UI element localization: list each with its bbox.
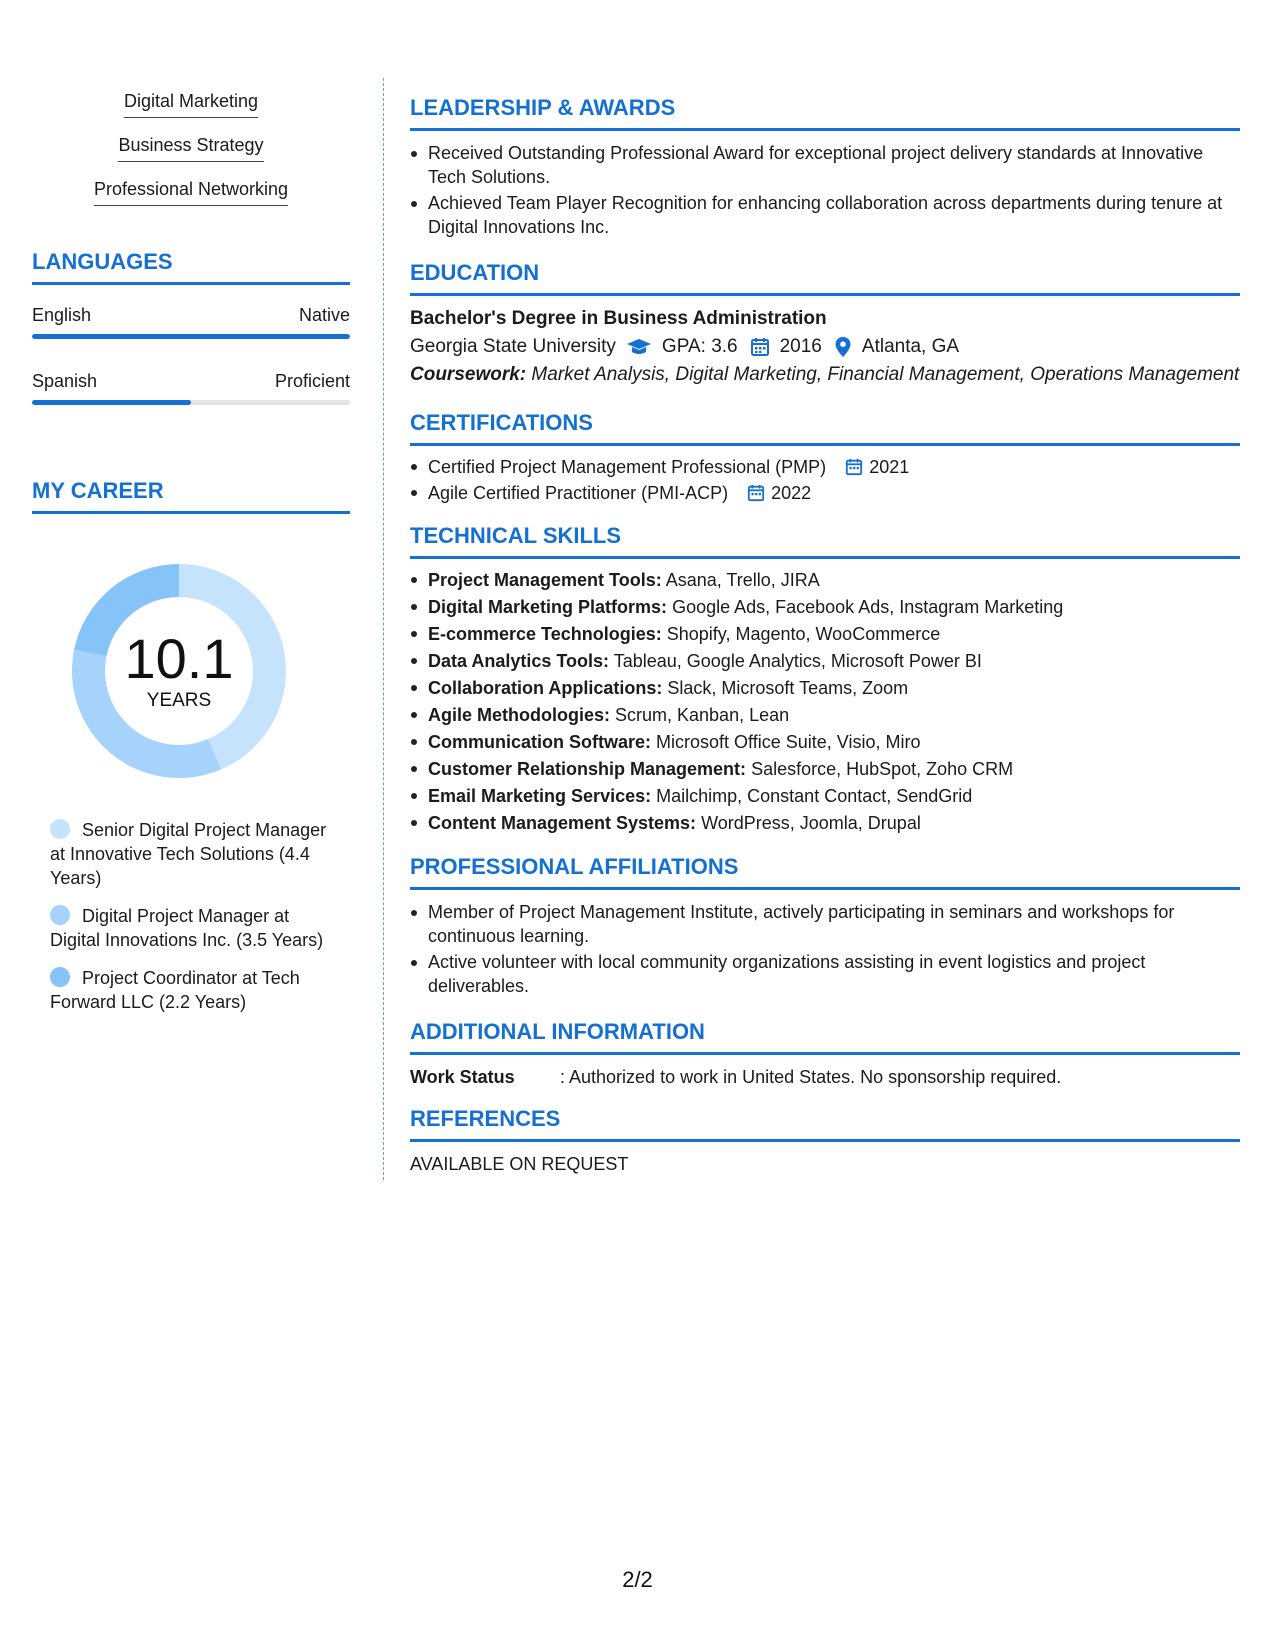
education-school: Georgia State University bbox=[410, 336, 616, 357]
career-legend bbox=[50, 818, 340, 1014]
skill-values: Shopify, Magento, WooCommerce bbox=[666, 624, 941, 644]
list-item bbox=[428, 594, 1240, 621]
languages-section bbox=[32, 248, 350, 405]
education-gpa: GPA: 3.6 bbox=[661, 336, 738, 357]
skill-category: E-commerce Technologies: bbox=[428, 624, 662, 644]
language-bar bbox=[32, 334, 350, 339]
work-status-value: : Authorized to work in United States. No sponsorship required. bbox=[560, 1067, 1062, 1087]
skill-tag: Business Strategy bbox=[118, 132, 263, 162]
references-text: AVAILABLE ON REQUEST bbox=[410, 1154, 629, 1174]
languages-heading: LANGUAGES bbox=[32, 248, 350, 285]
certifications-heading: CERTIFICATIONS bbox=[410, 409, 1240, 446]
language-item bbox=[32, 303, 350, 339]
list-item: Active volunteer with local community organizations assisting in event logistics and project deliverables. bbox=[428, 950, 1240, 998]
skill-tag: Digital Marketing bbox=[124, 88, 258, 118]
skill-values: Mailchimp, Constant Contact, SendGrid bbox=[656, 786, 973, 806]
career-legend-item bbox=[50, 966, 340, 1014]
affiliations-heading: PROFESSIONAL AFFILIATIONS bbox=[410, 853, 1240, 890]
language-bar bbox=[32, 400, 350, 405]
education-heading: EDUCATION bbox=[410, 259, 1240, 296]
list-item bbox=[428, 783, 1240, 810]
work-status-key: Work Status bbox=[410, 1067, 515, 1087]
education-section bbox=[410, 259, 1240, 387]
language-bar-fill bbox=[32, 334, 350, 339]
additional-info-section bbox=[410, 1018, 1240, 1089]
career-donut-chart bbox=[64, 556, 294, 786]
skill-values: Scrum, Kanban, Lean bbox=[615, 705, 790, 725]
legend-dot-icon bbox=[50, 967, 70, 987]
skill-values: Tableau, Google Analytics, Microsoft Power BI bbox=[613, 651, 982, 671]
page-number: 2/2 bbox=[622, 1567, 653, 1592]
language-item bbox=[32, 369, 350, 405]
language-name: Spanish bbox=[32, 371, 98, 391]
skill-tags bbox=[32, 88, 350, 206]
skill-values: Microsoft Office Suite, Visio, Miro bbox=[656, 732, 921, 752]
skill-category: Content Management Systems: bbox=[428, 813, 697, 833]
list-item: Received Outstanding Professional Award for exceptional project delivery standards at Innovative Tech Solutions. bbox=[428, 141, 1240, 189]
column-divider bbox=[383, 78, 384, 1180]
skill-category: Data Analytics Tools: bbox=[428, 651, 610, 671]
skill-category: Email Marketing Services: bbox=[428, 786, 652, 806]
certification-year: 2021 bbox=[869, 457, 910, 477]
leadership-heading: LEADERSHIP & AWARDS bbox=[410, 94, 1240, 131]
calendar-icon bbox=[750, 337, 770, 357]
calendar-icon bbox=[747, 484, 765, 502]
career-heading: MY CAREER bbox=[32, 477, 350, 514]
career-position-label: Senior Digital Project Manager at Innovative Tech Solutions (4.4 Years) bbox=[50, 820, 327, 888]
graduation-cap-icon bbox=[626, 337, 652, 357]
work-status-row bbox=[410, 1065, 1240, 1089]
certification-name: Agile Certified Practitioner (PMI-ACP) bbox=[428, 483, 729, 503]
legend-dot-icon bbox=[50, 819, 70, 839]
technical-skills-heading: TECHNICAL SKILLS bbox=[410, 522, 1240, 559]
skill-category: Collaboration Applications: bbox=[428, 678, 663, 698]
career-legend-item bbox=[50, 818, 340, 890]
calendar-icon bbox=[845, 458, 863, 476]
career-total-years: 10.1 bbox=[124, 627, 234, 690]
list-item bbox=[428, 480, 1240, 506]
certification-name: Certified Project Management Professional (PMP) bbox=[428, 457, 827, 477]
skill-values: Asana, Trello, JIRA bbox=[665, 570, 820, 590]
career-years-unit: YEARS bbox=[146, 690, 212, 711]
additional-info-heading: ADDITIONAL INFORMATION bbox=[410, 1018, 1240, 1055]
education-location: Atlanta, GA bbox=[861, 336, 960, 357]
coursework-label: Coursework: bbox=[410, 364, 527, 385]
location-pin-icon bbox=[834, 336, 852, 358]
language-name: English bbox=[32, 305, 92, 325]
technical-skills-section bbox=[410, 522, 1240, 837]
list-item bbox=[428, 810, 1240, 837]
skill-values: Slack, Microsoft Teams, Zoom bbox=[667, 678, 909, 698]
skill-values: Google Ads, Facebook Ads, Instagram Marketing bbox=[672, 597, 1064, 617]
skill-values: WordPress, Joomla, Drupal bbox=[701, 813, 921, 833]
left-column bbox=[32, 78, 350, 1028]
list-item bbox=[428, 567, 1240, 594]
education-year: 2016 bbox=[779, 336, 822, 357]
legend-dot-icon bbox=[50, 905, 70, 925]
references-heading: REFERENCES bbox=[410, 1105, 1240, 1142]
list-item: Achieved Team Player Recognition for enhancing collaboration across departments during tenure at Digital Innovations Inc. bbox=[428, 191, 1240, 239]
leadership-section bbox=[410, 94, 1240, 239]
skill-category: Project Management Tools: bbox=[428, 570, 662, 590]
coursework-list: Market Analysis, Digital Marketing, Financial Management, Operations Management bbox=[531, 364, 1240, 385]
skill-tag: Professional Networking bbox=[94, 176, 288, 206]
list-item bbox=[428, 702, 1240, 729]
list-item: Member of Project Management Institute, actively participating in seminars and workshops for continuous learning. bbox=[428, 900, 1240, 948]
language-bar-fill bbox=[32, 400, 191, 405]
list-item bbox=[428, 756, 1240, 783]
right-column bbox=[410, 94, 1240, 1176]
list-item bbox=[428, 729, 1240, 756]
certification-year: 2022 bbox=[771, 483, 812, 503]
skill-category: Agile Methodologies: bbox=[428, 705, 610, 725]
career-position-label: Project Coordinator at Tech Forward LLC (2.2 Years) bbox=[50, 968, 300, 1012]
career-legend-item bbox=[50, 904, 340, 952]
list-item bbox=[428, 648, 1240, 675]
skill-category: Communication Software: bbox=[428, 732, 652, 752]
affiliations-section bbox=[410, 853, 1240, 998]
career-position-label: Digital Project Manager at Digital Innovations Inc. (3.5 Years) bbox=[50, 906, 324, 950]
list-item bbox=[428, 621, 1240, 648]
education-degree: Bachelor's Degree in Business Administration bbox=[410, 308, 827, 329]
skill-category: Customer Relationship Management: bbox=[428, 759, 747, 779]
references-section bbox=[410, 1105, 1240, 1176]
list-item bbox=[428, 454, 1240, 480]
career-section bbox=[32, 477, 350, 1014]
skill-values: Salesforce, HubSpot, Zoho CRM bbox=[751, 759, 1014, 779]
skill-category: Digital Marketing Platforms: bbox=[428, 597, 668, 617]
education-coursework bbox=[410, 362, 1240, 387]
certifications-section bbox=[410, 409, 1240, 506]
language-level: Proficient bbox=[274, 371, 350, 391]
language-level: Native bbox=[298, 305, 350, 325]
list-item bbox=[428, 675, 1240, 702]
